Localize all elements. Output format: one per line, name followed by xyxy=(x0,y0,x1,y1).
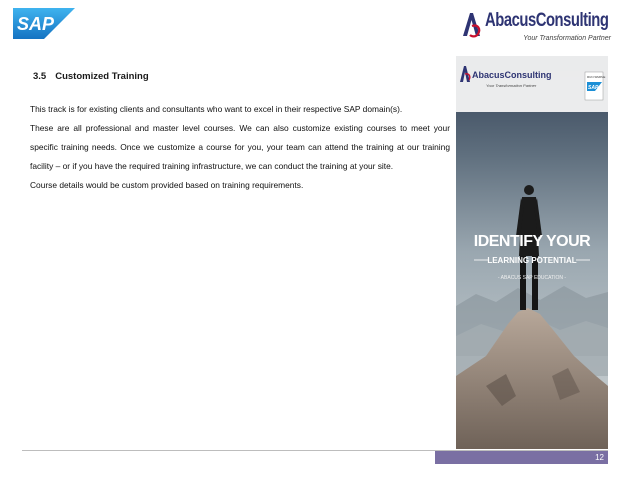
section-heading xyxy=(33,71,149,82)
promo-badge-top: RUN SIMPLE xyxy=(587,75,606,79)
promo-badge-sap: SAP xyxy=(588,85,599,91)
page-number-badge xyxy=(435,451,608,464)
promo-company-tagline: Your Transformation Partner xyxy=(486,83,537,88)
sap-logo xyxy=(13,8,75,39)
abacus-emblem-icon xyxy=(461,10,483,40)
promo-subline: - ABACUS SAP EDUCATION - xyxy=(497,275,567,281)
paragraph: This track is for existing clients and consultants who want to excel in their respective SAP domain(s). xyxy=(30,104,403,114)
section-title: Customized Training xyxy=(55,71,149,82)
company-tagline: Your Transformation Partner xyxy=(523,35,611,42)
body-text xyxy=(30,100,450,195)
promo-company-name: AbacusConsulting xyxy=(472,70,552,80)
promo-headline: IDENTIFY YOUR xyxy=(473,233,591,250)
abacus-consulting-logo xyxy=(461,8,611,48)
company-name: AbacusConsulting xyxy=(485,10,609,31)
paragraph: Course details would be custom provided based on training requirements. xyxy=(30,180,304,190)
sap-registered-mark: ® xyxy=(58,33,62,39)
training-promo-image xyxy=(456,56,608,449)
page-number: 12 xyxy=(595,453,604,462)
paragraph: These are all professional and master level courses. We can also customize existing courses to meet your specific training needs. Once we customize a course for you, your team can attend the training at our training facility – or if you have the required training infrastructure, we can conduct the training at your site. xyxy=(30,123,450,171)
section-number: 3.5 xyxy=(33,71,47,82)
sap-logo-text: SAP xyxy=(17,14,55,34)
promo-subheadline: LEARNING POTENTIAL xyxy=(487,256,577,265)
